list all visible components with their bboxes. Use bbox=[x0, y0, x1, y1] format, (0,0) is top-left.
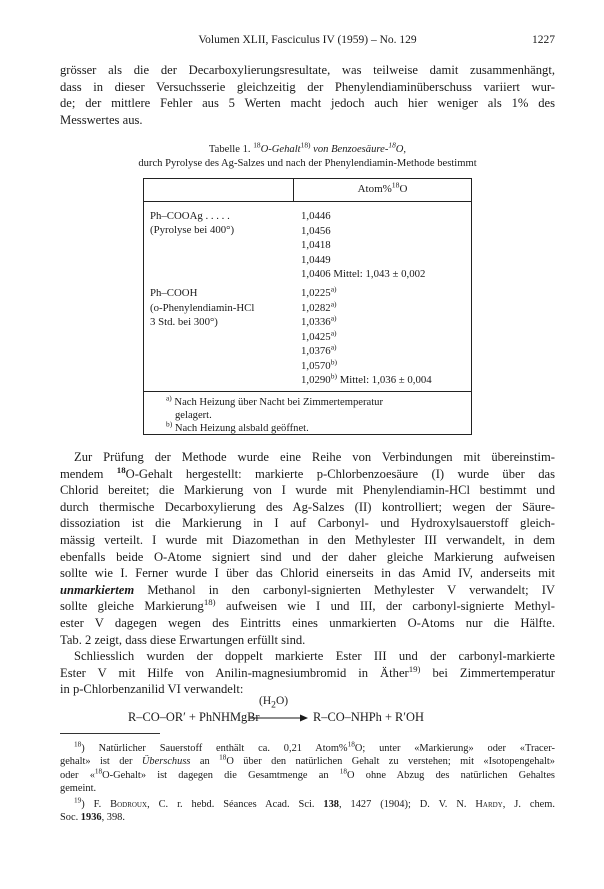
footnote-ref: 19) bbox=[408, 663, 421, 674]
text-run: O über den natürlichen Gehalt zu verstehen; mit «Isotopengehalt» bbox=[226, 756, 555, 768]
text-line bbox=[60, 582, 555, 599]
cell-mark: a) bbox=[330, 342, 337, 352]
row-label: (o-Phenylendiamin-HCl bbox=[150, 301, 255, 314]
text-line: dass in dieser Versuchsserie gleichzeitig der Phenylendiaminüberschuss variiert wur- bbox=[60, 79, 555, 94]
column-header-sup: 18 bbox=[391, 180, 400, 190]
text-line: grösser als die der Decarboxylierungsresultate, was teilweise damit zusammenhängt, bbox=[60, 63, 555, 77]
row-label: Ph–COOAg . . . . . bbox=[150, 210, 230, 222]
isotope-sup: 18 bbox=[347, 740, 355, 749]
emphasis: unmarkiertem bbox=[60, 582, 135, 597]
cell-mark: b) bbox=[330, 371, 337, 381]
isotope-sup: 18 bbox=[94, 767, 103, 776]
text-run: , C. r. hebd. Séances Acad. Sci. bbox=[147, 799, 324, 810]
running-title: Volumen XLII, Fasciculus IV (1959) – No. 129 bbox=[198, 34, 417, 46]
text-run: , J. chem. bbox=[502, 799, 555, 810]
caption-sup: 18 bbox=[253, 140, 261, 150]
text-line bbox=[60, 598, 555, 615]
column-header bbox=[294, 180, 471, 195]
footnote-rule bbox=[60, 733, 160, 734]
text-run: Methanol in den carbonyl-signierten Methylester V verwandelt; IV bbox=[134, 582, 555, 597]
text-run: gehalt» ist der bbox=[60, 756, 142, 768]
text-line: sollte wie I. Ferner wurde I über das Chlorid einerseits in das Amid IV, anderseits mit bbox=[60, 566, 555, 581]
condition-text: (H bbox=[259, 695, 272, 707]
text-line: dissoziation ist die Markierung in I auf Carbonyl- und Hydroxylsauerstoff gleich- bbox=[60, 516, 555, 531]
cell-value: 1,0282 bbox=[301, 301, 331, 314]
cell-value: 1,0376 bbox=[301, 345, 331, 357]
text-run: F. bbox=[93, 799, 111, 810]
isotope-sup: 18 bbox=[116, 464, 126, 475]
text-run: mendem bbox=[60, 466, 117, 481]
text-run: Soc. bbox=[60, 812, 81, 824]
text-run: oder « bbox=[60, 769, 95, 781]
footnote-number: 19 bbox=[74, 796, 82, 805]
text-run: Ester V mit Hilfe von Anilin-magnesiumbromid in Äther bbox=[60, 665, 409, 680]
text-run: sollte gleiche Markierung bbox=[60, 599, 204, 614]
text-line: Messwertes aus. bbox=[60, 112, 143, 127]
text-line: mässig verteilt. I wurde mit Diazomethan in den Methylester III verwandelt, in dem bbox=[60, 532, 555, 547]
footnote-line bbox=[60, 755, 555, 768]
text-line bbox=[60, 665, 555, 682]
text-run: O-Gehalt» ist dagegen die Gesamtmenge an bbox=[102, 769, 340, 781]
column-header-text: Atom% bbox=[357, 183, 392, 195]
text-line bbox=[60, 466, 555, 483]
cell-value: 1,0290 bbox=[301, 374, 331, 386]
volume-number: 138 bbox=[323, 799, 339, 810]
caption-line-1 bbox=[60, 140, 555, 157]
text-run: Natürlicher Sauerstoff enthält ca. 0,21 Atom% bbox=[98, 743, 348, 754]
text-run: , 1427 (1904); D. V. N. bbox=[338, 799, 476, 810]
mean-value: Mittel: 1,043 ± 0,002 bbox=[333, 268, 426, 280]
caption-italic: O, bbox=[395, 144, 407, 155]
text-run: O ohne Abzug des natürlichen Gehaltes bbox=[347, 769, 555, 781]
caption-line-2: durch Pyrolyse des Ag-Salzes und nach der Phenylendiamin-Methode bestimmt bbox=[138, 157, 477, 169]
reaction-arrow-icon bbox=[250, 713, 308, 723]
footnote-text: Nach Heizung über Nacht bei Zimmertemperatur bbox=[174, 397, 383, 408]
cell-value: 1,0336 bbox=[301, 316, 331, 328]
table-footnote-a bbox=[166, 393, 383, 409]
cell-value: 1,0225 bbox=[301, 287, 331, 299]
caption-sup: 18 bbox=[388, 140, 396, 150]
table-cell: 1,0446 bbox=[301, 210, 331, 222]
text-run: aufweisen wie I und III, der carbonyl-signierte Methyl- bbox=[215, 599, 555, 614]
footnote-text: Nach Heizung alsbald geöffnet. bbox=[174, 423, 309, 434]
row-label: Ph–COOH bbox=[150, 287, 198, 299]
text-line: in p-Chlorbenzanilid VI verwandelt: bbox=[60, 682, 244, 697]
text-run: O; unter «Markierung» oder «Tracer- bbox=[354, 743, 555, 754]
text-run: an bbox=[190, 756, 220, 768]
table-footnote-b bbox=[166, 419, 309, 435]
row-label: 3 Std. bei 300°) bbox=[150, 316, 218, 328]
mean-value: Mittel: 1,036 ± 0,004 bbox=[339, 374, 432, 386]
footnote-ref: 18) bbox=[203, 597, 216, 608]
text-line: Chlorid bereitet; die Markierung von I wurde mit Phenylendiamin-HCl bestimmt und bbox=[60, 483, 555, 498]
text-run: bei Zimmertemperatur bbox=[420, 665, 555, 680]
row-label: (Pyrolyse bei 400°) bbox=[150, 224, 235, 236]
author-name: Bodroux bbox=[110, 799, 148, 810]
running-head bbox=[60, 34, 555, 50]
text-line: durch thermische Decarboxylierung des Ag-Salzes (II) kontrolliert; wegen der Säure- bbox=[60, 499, 555, 514]
author-name: Hardy bbox=[475, 799, 503, 810]
table-cell: 1,0449 bbox=[301, 253, 331, 266]
paragraph-3 bbox=[60, 648, 555, 698]
condition-sub: 2 bbox=[271, 699, 276, 711]
text-line: Tab. 2 zeigt, dass diese Erwartungen erfüllt sind. bbox=[60, 632, 306, 647]
table-cell bbox=[301, 373, 432, 387]
text-line: ebenfalls beide O-Atome signiert sind und der daher gleiche Markierung aufweisen bbox=[60, 549, 555, 564]
table-cell bbox=[301, 267, 425, 281]
equation-right: R–CO–NHPh + R′OH bbox=[313, 710, 424, 724]
data-table bbox=[143, 178, 472, 435]
table-cell: 1,0456 bbox=[301, 224, 331, 237]
caption-label: Tabelle 1. bbox=[208, 144, 251, 155]
equation-left: R–CO–OR′ + PhNHMgBr bbox=[128, 710, 260, 724]
footnote-line bbox=[60, 811, 555, 824]
text-line: de; der mittlere Fehler aus 5 Werten macht jedoch auch hier weniger als 1% des bbox=[60, 96, 555, 111]
page-number: 1227 bbox=[532, 34, 555, 46]
cell-mark: a) bbox=[330, 284, 337, 294]
paragraph-1 bbox=[60, 62, 555, 128]
paragraph-2 bbox=[60, 449, 555, 648]
footnote-mark: b) bbox=[166, 419, 173, 429]
footnote-mark: a) bbox=[166, 393, 172, 403]
footnote-19 bbox=[60, 798, 555, 825]
volume-year: 1936 bbox=[80, 812, 102, 824]
footnote-line: $^{18}$) Natürlicher Sauerstoff enthält ca. 0,21 Atom%$^{18}$O; unter «Markierung» oder «Tracer- bbox=[74, 740, 555, 754]
table-cell: 1,0418 bbox=[301, 239, 331, 251]
footnote-line bbox=[60, 769, 555, 782]
footnote-line: $^{19}$) F. Bodroux, C. r. hebd. Séances Acad. Sci. 138, 1427 (1904); D. V. N. Hardy, J. chem. bbox=[74, 796, 555, 810]
text-line: ester V dagegen wegen des Eintritts eines unmarkierten O-Atoms nur die Hälfte. bbox=[60, 615, 555, 630]
footnote-line: gemeint. bbox=[60, 783, 97, 795]
table-caption bbox=[60, 140, 555, 170]
text-run: , 398. bbox=[101, 812, 125, 824]
cell-mark: a) bbox=[330, 327, 337, 337]
condition-text: O) bbox=[275, 695, 289, 707]
table-footnote-a-cont: gelagert. bbox=[175, 410, 212, 421]
text-line: Zur Prüfung der Methode wurde eine Reihe von Verbindungen mit übereinstim- bbox=[74, 450, 555, 464]
cell-mark: a) bbox=[330, 298, 337, 308]
isotope-sup: 18 bbox=[339, 767, 348, 776]
table-divider bbox=[144, 391, 471, 392]
column-header-tail: O bbox=[399, 183, 408, 195]
caption-italic: von Benzoesäure- bbox=[313, 144, 389, 155]
cell-mark: a) bbox=[330, 313, 337, 323]
equation-condition bbox=[259, 695, 288, 710]
cell-value: 1,0425 bbox=[301, 330, 331, 343]
emphasis: Überschuss bbox=[141, 756, 191, 768]
isotope-sup: 18 bbox=[219, 753, 227, 762]
caption-footnote-ref: 18) bbox=[300, 140, 311, 150]
cell-mark: b) bbox=[330, 356, 337, 366]
cell-value: 1,0406 bbox=[301, 268, 331, 280]
text-run: O-Gehalt hergestellt: markierte p-Chlorbenzoesäure (I) wurde über das bbox=[125, 466, 556, 481]
text-line: Schliesslich wurden der doppelt markierte Ester III und der carbonyl-markierte bbox=[74, 649, 555, 663]
cell-value: 1,0570 bbox=[301, 359, 331, 372]
caption-italic: O-Gehalt bbox=[260, 144, 301, 155]
footnote-18 bbox=[60, 742, 555, 796]
footnote-number: 18 bbox=[74, 740, 82, 749]
